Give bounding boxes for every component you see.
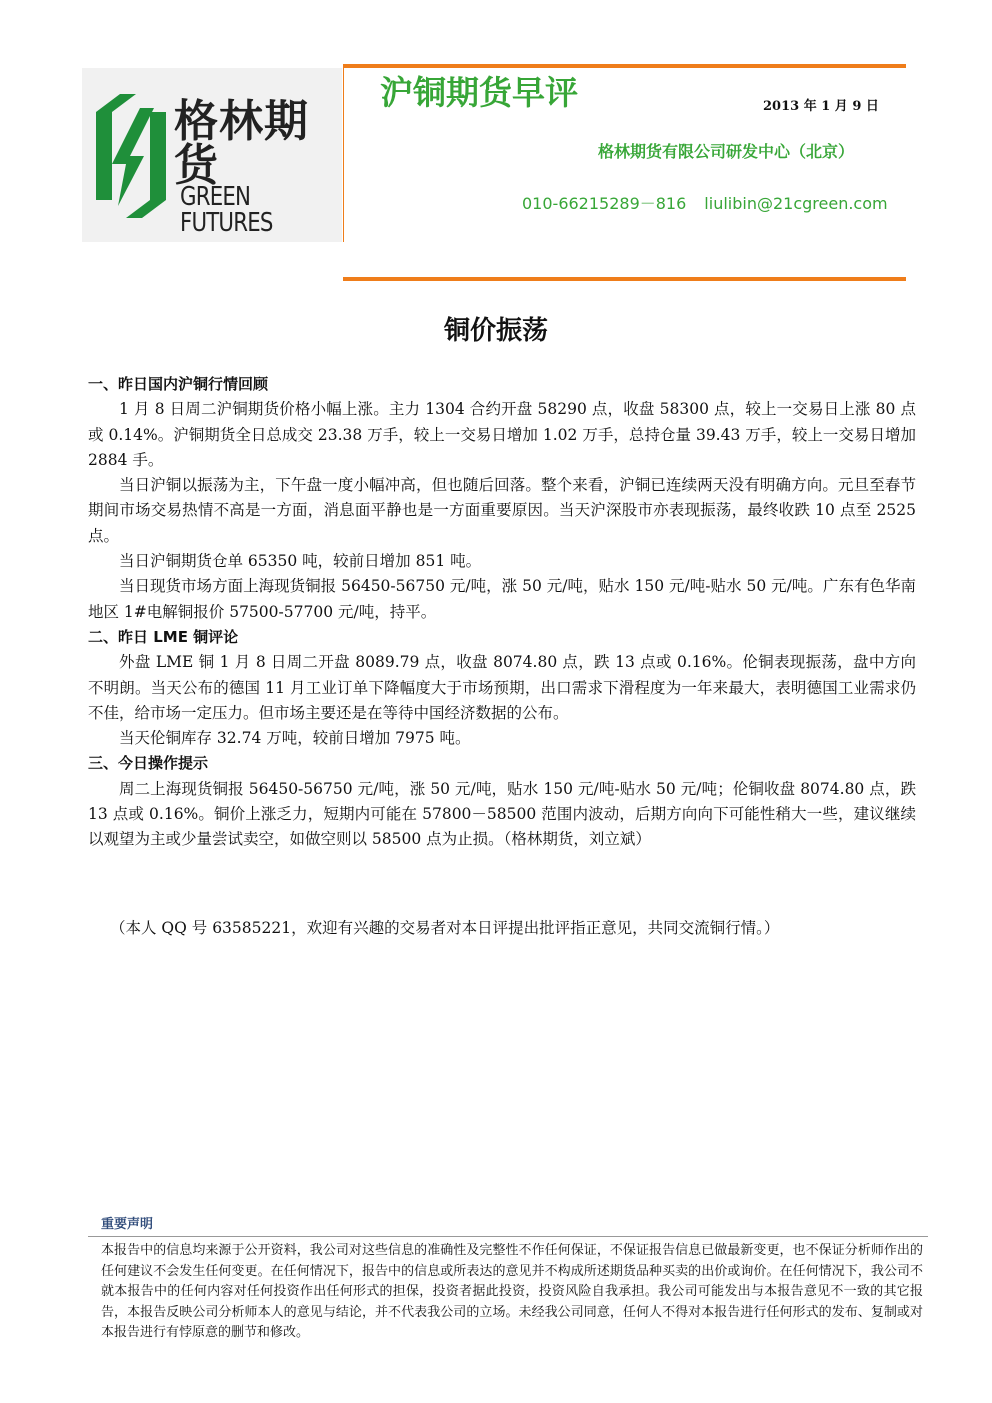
contact-info bbox=[522, 191, 888, 214]
disclaimer-text: 本报告中的信息均来源于公开资料，我公司对这些信息的准确性及完整性不作任何保证，不保证报告信息已做最新变更，也不保证分析师作出的任何建议不会发生任何变更。在任何情况下，报告中的信息或所表达的意见并不构成所述期货品种买卖的出价或询价。在任何情况下，我公司不就本报告中的任何内容对任何投资作出任何形式的担保，投资者据此投资，投资风险自我承担。我公司可能发出与本报告意见不一致的其它报告，本报告反映公司分析师本人的意见与结论，并不代表我公司的立场。未经我公司同意，任何人不得对本报告进行任何形式的发布、复制或对本报告进行有悖原意的删节和修改。 bbox=[101, 1243, 923, 1340]
header-bottom-rule bbox=[343, 277, 906, 281]
paragraph: 当日沪铜以振荡为主，下午盘一度小幅冲高，但也随后回落。整个来看，沪铜已连续两天没有明确方向。元旦至春节期间市场交易热情不高是一方面，消息面平静也是一方面重要原因。当天沪深股市亦表现振荡，最终收跌 10 点至 2525 点。 bbox=[88, 476, 916, 545]
green-futures-logo-icon bbox=[96, 94, 166, 218]
paragraph: 当天伦铜库存 32.74 万吨，较前日增加 7975 吨。 bbox=[119, 729, 471, 748]
section-heading: 三、今日操作提示 bbox=[88, 754, 209, 773]
article-body bbox=[88, 372, 916, 853]
logo-english-name: GREEN FUTURES bbox=[180, 182, 273, 238]
header-top-rule bbox=[343, 64, 906, 68]
article-title: 铜价振荡 bbox=[443, 316, 548, 346]
header-divider bbox=[343, 64, 344, 242]
company-logo bbox=[82, 68, 342, 242]
logo-chinese-name: 格林期货 bbox=[174, 96, 309, 191]
section-heading: 二、昨日 LME 铜评论 bbox=[88, 627, 239, 646]
paragraph: 当日沪铜期货仓单 65350 吨，较前日增加 851 吨。 bbox=[119, 552, 482, 571]
contact-email[interactable]: liulibin@21cgreen.com bbox=[704, 194, 888, 213]
disclaimer-divider bbox=[88, 1236, 928, 1237]
author-note: （本人 QQ 号 63585221，欢迎有兴趣的交易者对本日评提出批评指正意见，共同交流铜行情。） bbox=[110, 919, 780, 937]
report-title: 沪铜期货早评 bbox=[380, 73, 578, 112]
paragraph: 当日现货市场方面上海现货铜报 56450-56750 元/吨，涨 50 元/吨，贴水 150 元/吨-贴水 50 元/吨。广东有色华南地区 1#电解铜报价 57500-57700 元/吨，持平。 bbox=[88, 577, 916, 621]
contact-phone: 010-66215289－816 bbox=[522, 194, 687, 213]
disclaimer-title: 重要声明 bbox=[101, 1217, 154, 1232]
report-date: 2013 年 1 月 9 日 bbox=[763, 99, 879, 114]
section-heading: 一、昨日国内沪铜行情回顾 bbox=[88, 375, 269, 393]
research-center-name: 格林期货有限公司研发中心（北京） bbox=[598, 142, 855, 161]
paragraph: 外盘 LME 铜 1 月 8 日周二开盘 8089.79 点，收盘 8074.80 点，跌 13 点或 0.16%。伦铜表现振荡，盘中方向不明朗。当天公布的德国 11 月工业订单下降幅度大于市场预期，出口需求下滑程度为一年来最大，表明德国工业需求仍不佳，给市场一定压力。但市场主要还是在等待中国经济数据的公布。 bbox=[88, 653, 916, 722]
paragraph: 1 月 8 日周二沪铜期货价格小幅上涨。主力 1304 合约开盘 58290 点，收盘 58300 点，较上一交易日上涨 80 点或 0.14%。沪铜期货全日总成交 23.38 万手，较上一交易日增加 1.02 万手，总持仓量 39.43 万手，较上一交易日增加 2884 手。 bbox=[88, 400, 916, 469]
paragraph: 周二上海现货铜报 56450-56750 元/吨，涨 50 元/吨，贴水 150 元/吨-贴水 50 元/吨；伦铜收盘 8074.80 点，跌 13 点或 0.16%。铜价上涨乏力，短期内可能在 57800－58500 范围内波动，后期方向向下可能性稍大一些，建议继续以观望为主或少量尝试卖空，如做空则以 58500 点为止损。（格林期货，刘立斌） bbox=[88, 779, 916, 849]
